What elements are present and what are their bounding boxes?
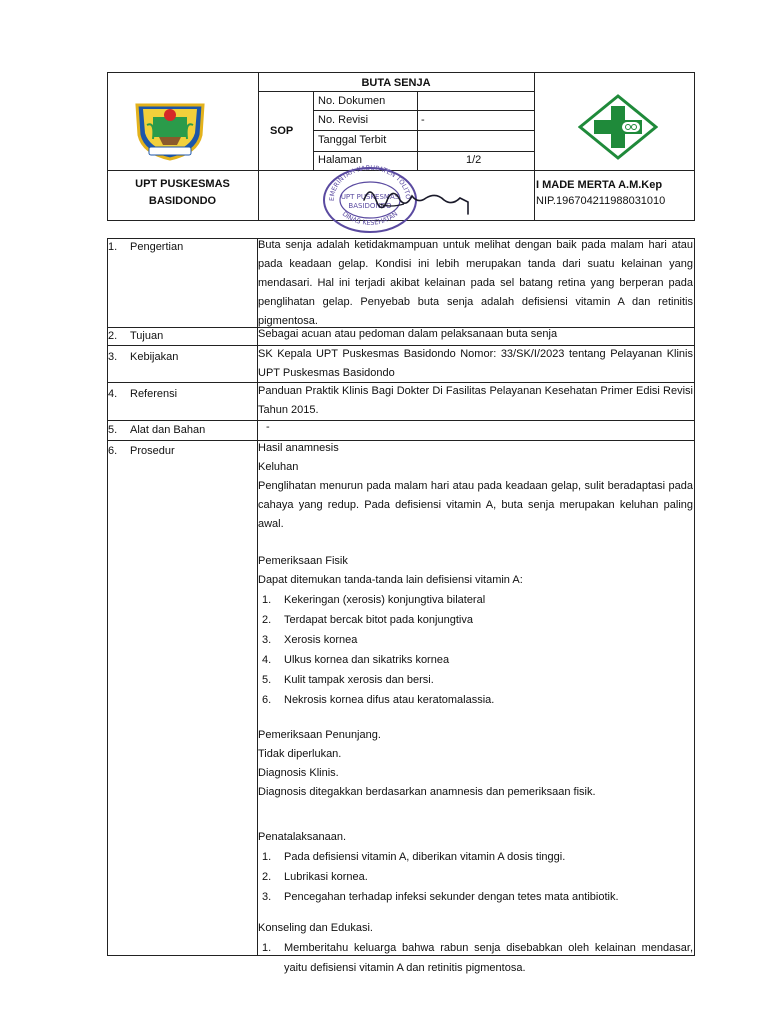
- section-label: Pengertian: [130, 241, 184, 253]
- list-item: 3. Pencegahan terhadap infeksi sekunder dengan tetes mata antibiotik.: [262, 891, 619, 903]
- section-label: Referensi: [130, 388, 178, 400]
- prosedur-content: [258, 439, 693, 978]
- list-item: 5. Kulit tampak xerosis dan bersi.: [262, 674, 434, 686]
- section-text-kebijakan: SK Kepala UPT Puskesmas Basidondo Nomor: 33/SK/I/2023 tentang Pelayanan Klinis UPT Puskesmas Basidondo: [258, 348, 693, 379]
- section-number: 1.: [108, 241, 118, 253]
- section-text-alat: -: [266, 421, 270, 433]
- list-item: 6. Nekrosis kornea difus atau keratomalassia.: [262, 694, 495, 706]
- doc-row-label: No. Dokumen: [318, 95, 386, 107]
- sop-label: SOP: [270, 125, 294, 137]
- doc-row-value: 1/2: [466, 154, 482, 166]
- list-item: 1. Kekeringan (xerosis) konjungtiva bilateral: [262, 594, 486, 606]
- list-item: 4. Ulkus kornea dan sikatriks kornea: [262, 654, 450, 666]
- penatalaksanaan-list: [258, 847, 693, 907]
- section-text-referensi: Panduan Praktik Klinis Bagi Dokter Di Fasilitas Pelayanan Kesehatan Primer Edisi Revisi Tahun 2015.: [258, 385, 693, 416]
- sop-title: BUTA SENJA: [361, 77, 431, 89]
- doc-row-label: Halaman: [318, 154, 363, 166]
- penunjang-text: Tidak diperlukan.: [258, 748, 342, 760]
- section-label: Prosedur: [130, 445, 175, 457]
- section-number: 6.: [108, 445, 118, 457]
- doc-row-value: -: [421, 114, 425, 126]
- head-nip: NIP.196704211988031010: [536, 195, 666, 207]
- org-name-line2: BASIDONDO: [148, 195, 217, 207]
- section-label: Tujuan: [130, 330, 164, 342]
- doc-row-label: No. Revisi: [318, 114, 369, 126]
- diagnosis-text: Diagnosis ditegakkan berdasarkan anamnesis dan pemeriksaan fisik.: [258, 786, 596, 798]
- section-number: 2.: [108, 330, 118, 342]
- penunjang-title: Pemeriksaan Penunjang.: [258, 729, 381, 741]
- section-label: Kebijakan: [130, 351, 179, 363]
- doc-row-label: Tanggal Terbit: [318, 134, 387, 146]
- stamp-center-text: UPT PUSKESMAS: [340, 193, 400, 201]
- prosedur-heading: Hasil anamnesis: [258, 442, 339, 454]
- fisik-list: [258, 590, 693, 710]
- list-item: 2. Lubrikasi kornea.: [262, 871, 368, 883]
- head-name: I MADE MERTA A.M.Kep: [536, 179, 663, 191]
- section-text-tujuan: Sebagai acuan atau pedoman dalam pelaksanaan buta senja: [258, 328, 558, 340]
- regency-emblem-icon: [131, 95, 209, 161]
- signature-icon: [360, 178, 480, 220]
- fisik-intro: Dapat ditemukan tanda-tanda lain defisiensi vitamin A:: [258, 574, 523, 586]
- section-label: Alat dan Bahan: [130, 424, 206, 436]
- diagnosis-title: Diagnosis Klinis.: [258, 767, 339, 779]
- section-number: 5.: [108, 424, 118, 436]
- fisik-title: Pemeriksaan Fisik: [258, 555, 348, 567]
- stamp-center-text: BASIDONDO: [348, 202, 392, 210]
- section-text-pengertian: Buta senja adalah ketidakmampuan untuk melihat dengan baik pada malam hari atau pada keadaan gelap. Kondisi ini lebih merupakan tanda dari suatu kelainan yang mendasari. Hal ini terjadi akibat kelainan pada sel batang retina yang berperan pada penglihatan gelap. Penyebab buta senja adalah defisiensi vitamin A dan retinitis pigmentosa.: [258, 239, 693, 327]
- keluhan-text: Penglihatan menurun pada malam hari atau pada keadaan gelap, sulit beradaptasi pada cahaya yang redup. Pada defisiensi vitamin A, buta senja merupakan keluhan paling awal.: [258, 480, 693, 530]
- list-item: 3. Xerosis kornea: [262, 634, 358, 646]
- konseling-list: [258, 938, 693, 978]
- stamp-bottom-text: DINAS KESEHATAN: [340, 209, 400, 227]
- section-number: 4.: [108, 388, 118, 400]
- list-item: 1. Memberitahu keluarga bahwa rabun senja disebabkan oleh kelainan mendasar, yaitu defisiensi vitamin A dan retinitis pigmentosa.: [262, 942, 693, 974]
- keluhan-title: Keluhan: [258, 461, 299, 473]
- list-item: 2. Terdapat bercak bitot pada konjungtiva: [262, 614, 473, 626]
- list-item: 1. Pada defisiensi vitamin A, diberikan vitamin A dosis tinggi.: [262, 851, 566, 863]
- stamp-top-text: EMERINTAH KABUPATEN TOLITO: [327, 163, 413, 202]
- puskesmas-logo-icon: [578, 94, 658, 160]
- org-name-line1: UPT PUSKESMAS: [135, 178, 230, 190]
- penatalaksanaan-title: Penatalaksanaan.: [258, 831, 347, 843]
- section-number: 3.: [108, 351, 118, 363]
- konseling-title: Konseling dan Edukasi.: [258, 922, 373, 934]
